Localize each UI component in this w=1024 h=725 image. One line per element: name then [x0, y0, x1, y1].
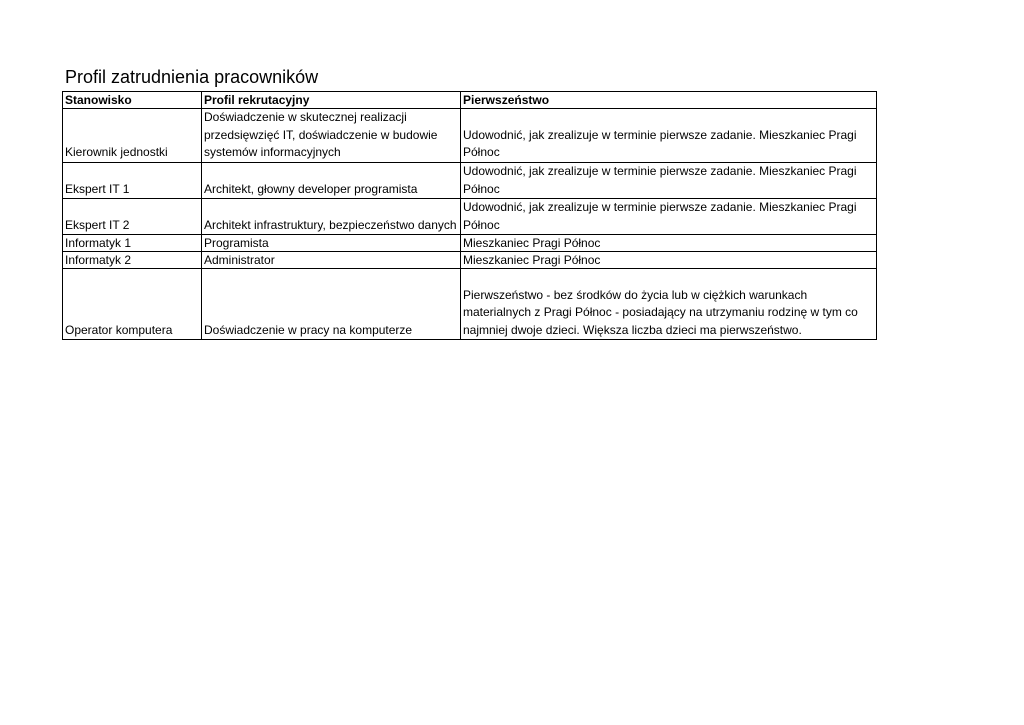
cell-position: Informatyk 2: [63, 252, 202, 269]
table-row: [63, 109, 877, 163]
page-title: Profil zatrudnienia pracowników: [65, 67, 319, 87]
cell-recruitment-profile: Architekt, głowny developer programista: [202, 163, 461, 199]
cell-recruitment-profile: Programista: [202, 235, 461, 252]
cell-priority: Udowodnić, jak zrealizuje w terminie pierwsze zadanie. Mieszkaniec Pragi Północ: [461, 163, 877, 199]
cell-priority: Udowodnić, jak zrealizuje w terminie pierwsze zadanie. Mieszkaniec Pragi Północ: [461, 199, 877, 235]
cell-position: Ekspert IT 1: [63, 163, 202, 199]
table-row: [63, 199, 877, 235]
cell-recruitment-profile: Doświadczenie w pracy na komputerze: [202, 269, 461, 340]
header-priority: Pierwszeństwo: [461, 92, 877, 109]
cell-priority: Mieszkaniec Pragi Północ: [461, 235, 877, 252]
header-position: Stanowisko: [63, 92, 202, 109]
table-row: [63, 269, 877, 340]
cell-recruitment-profile: Administrator: [202, 252, 461, 269]
header-recruitment-profile: Profil rekrutacyjny: [202, 92, 461, 109]
cell-position: Kierownik jednostki: [63, 109, 202, 163]
table-row: [63, 235, 877, 252]
cell-priority: Mieszkaniec Pragi Północ: [461, 252, 877, 269]
cell-recruitment-profile: Doświadczenie w skutecznej realizacji przedsięwzięć IT, doświadczenie w budowie systemów informacyjnych: [202, 109, 461, 163]
table-header-row: [63, 92, 877, 109]
cell-position: Ekspert IT 2: [63, 199, 202, 235]
table-row: [63, 252, 877, 269]
cell-priority: Pierwszeństwo - bez środków do życia lub w ciężkich warunkach materialnych z Pragi Północ - posiadający na utrzymaniu rodzinę w tym co najmniej dwoje dzieci. Większa liczba dzieci ma pierwszeństwo.: [461, 269, 877, 340]
table-row: [63, 163, 877, 199]
cell-position: Operator komputera: [63, 269, 202, 340]
cell-priority: Udowodnić, jak zrealizuje w terminie pierwsze zadanie. Mieszkaniec Pragi Północ: [461, 109, 877, 163]
employment-profile-table: [62, 91, 877, 340]
cell-recruitment-profile: Architekt infrastruktury, bezpieczeństwo danych: [202, 199, 461, 235]
cell-position: Informatyk 1: [63, 235, 202, 252]
